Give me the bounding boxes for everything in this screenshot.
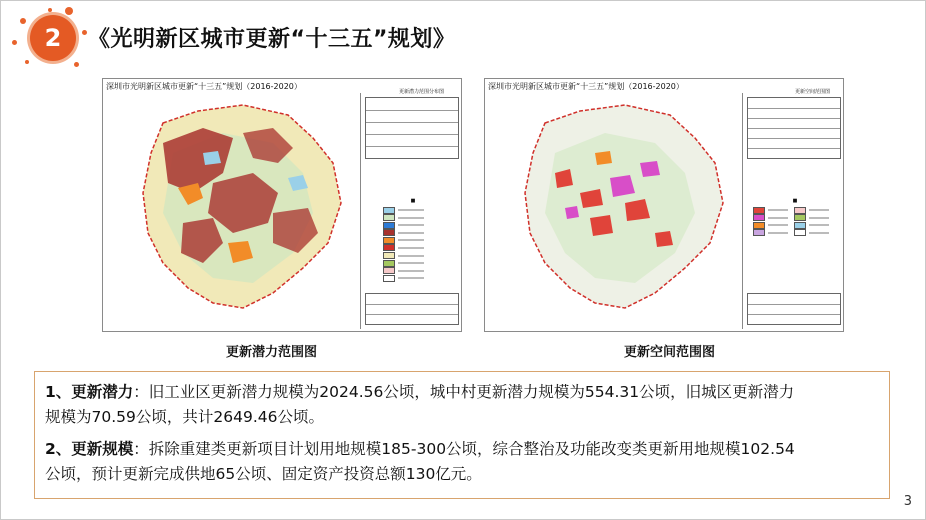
paragraph-scale	[45, 437, 879, 487]
map-subtitle: 更新潜力范围分布图	[399, 89, 445, 95]
summary-textbox	[34, 371, 890, 499]
map-side-panel	[742, 93, 843, 329]
map-header: 深圳市光明新区城市更新“十三五”规划（2016-2020）	[488, 82, 684, 91]
page-number: 3	[903, 494, 912, 509]
text-potential-line1: ：旧工业区更新潜力规模为2024.56公顷，城中村更新潜力规模为554.31公顷，旧城区更新潜力	[133, 383, 795, 401]
map-spatial-range	[484, 78, 844, 332]
section-number-badge: 2	[30, 15, 76, 61]
map-caption: 更新潜力范围图	[226, 345, 318, 360]
label-potential: 1、更新潜力	[45, 383, 134, 401]
map-data-table	[747, 97, 841, 159]
map-info-block	[365, 293, 459, 325]
map-legend: ■	[753, 198, 837, 237]
map-caption: 更新空间范围图	[624, 345, 716, 360]
map-graphic	[103, 93, 361, 329]
paragraph-potential	[45, 380, 879, 430]
map-side-panel	[360, 93, 461, 329]
map-header: 深圳市光明新区城市更新“十三五”规划（2016-2020）	[106, 82, 302, 91]
text-potential-line2: 规模为70.59公顷，共计2649.46公顷。	[45, 408, 324, 426]
text-scale-line1: ：拆除重建类更新项目计划用地规模185-300公顷，综合整治及功能改变类更新用地规模102.54	[133, 440, 795, 458]
map-info-block	[747, 293, 841, 325]
map-legend: ■	[383, 198, 443, 283]
text-scale-line2: 公顷，预计更新完成供地65公顷、固定资产投资总额130亿元。	[45, 465, 482, 483]
label-scale: 2、更新规模	[45, 440, 134, 458]
slide-title: 《光明新区城市更新“十三五”规划》	[88, 27, 456, 52]
map-graphic	[485, 93, 743, 329]
map-data-table	[365, 97, 459, 159]
map-potential-range	[102, 78, 462, 332]
map-subtitle: 更新空间范围图	[795, 89, 831, 95]
